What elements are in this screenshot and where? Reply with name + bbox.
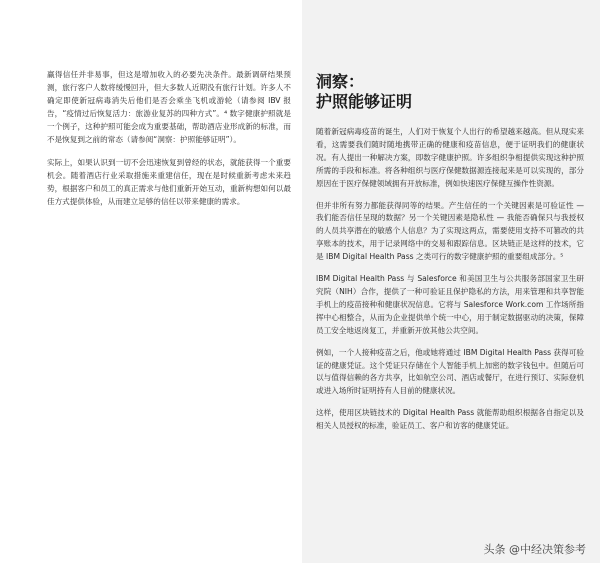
sidebar-paragraph: IBM Digital Health Pass 与 Salesforce 和美国卫生与公共服务部国家卫生研究院（NIH）合作，提供了一种可验证且保护隐私的方法，用来管理和共享智能手机上的疫苗接种和健康状况信息。它将与 Salesforce Work.com 工作场所指挥中心相整合，从而为企业提供单个统一中心，用于制定数据驱动的决策，保障员工安全地返岗复工，并重新开放其他公共空间。	[316, 274, 584, 335]
body-paragraph: 赢得信任并非易事，但这是增加收入的必要先决条件。最新调研结果预测，旅行客户人数将缓慢回升，但大多数人近期没有旅行计划。许多人不确定即使新冠病毒消失后他们是否会乘坐飞机或游轮（请参阅 IBV 报告，“疫情过后恢复活力：旅游业复苏的四种方式”。⁴ 数字健康护照就是一个例子，这种护照可能会成为重要基础，帮助酒店业形成新的标准，而不是恢复到之前的常态（请参阅“洞察：护照能够证明”）。	[47, 70, 291, 144]
sidebar-title-line: 护照能够证明	[316, 92, 413, 111]
sidebar-paragraph: 但并非所有努力都能获得同等的结果。产生信任的一个关键因素是可验证性 — 我们能否信任呈现的数据？另一个关键因素是隐私性 — 我能否确保只与我授权的人员共享潜在的敏感个人信息？为了实现这两点，需要使用支持不可篡改的共享账本的技术，用于记录网络中的交易和跟踪信息。区块链正是这样的技术，它是 IBM Digital Health Pass 之类可行的数字健康护照的重要组成部分。⁵	[316, 200, 584, 262]
body-paragraph: 实际上，如果认识到一切不会迅速恢复到曾经的状态，就能获得一个重要机会。随着酒店行业采取措施来重建信任，现在是时候重新考虑未来趋势，根据客户和员工的真正需求与他们重新开始互动，重新构想如何以最佳方式提供体验，从而建立足够的信任以带来健康的需求。	[47, 158, 291, 206]
sidebar-paragraph: 例如，一个人接种疫苗之后，他或她将通过 IBM Digital Health Pass 获得可验证的健康凭证。这个凭证只存储在个人智能手机上加密的数字钱包中。但随后可以与值得信赖的各方共享，比如航空公司、酒店或餐厅，在进行预订、实际登机或进入场所时证明持有人目前的健康状况。	[316, 347, 584, 396]
sidebar-body-text	[316, 126, 584, 442]
sidebar-title	[316, 72, 412, 112]
watermark-text: 头条 @中经决策参考	[483, 543, 586, 556]
sidebar-paragraph: 随着新冠病毒疫苗的诞生，人们对于恢复个人出行的希望越来越高。但从现实来看，这需要我们随时随地携带正确的健康和疫苗信息，便于证明我们的健康状况。有人提出一种解决方案，即数字健康护照。许多组织争相提供实现这种护照所需的手段和标准。将各种组织与医疗保健数据源连接起来是可以实现的，部分原因在于医疗保健领域拥有开放标准，例如快速医疗保健互操作性资源。	[316, 127, 584, 188]
watermark	[484, 541, 587, 557]
sidebar-paragraph: 这样，使用区块链技术的 Digital Health Pass 就能帮助组织根据各自指定以及相关人员授权的标准，验证员工、客户和访客的健康凭证。	[316, 408, 584, 431]
sidebar-title-line: 洞察：	[316, 72, 365, 91]
left-body-text	[47, 68, 291, 218]
